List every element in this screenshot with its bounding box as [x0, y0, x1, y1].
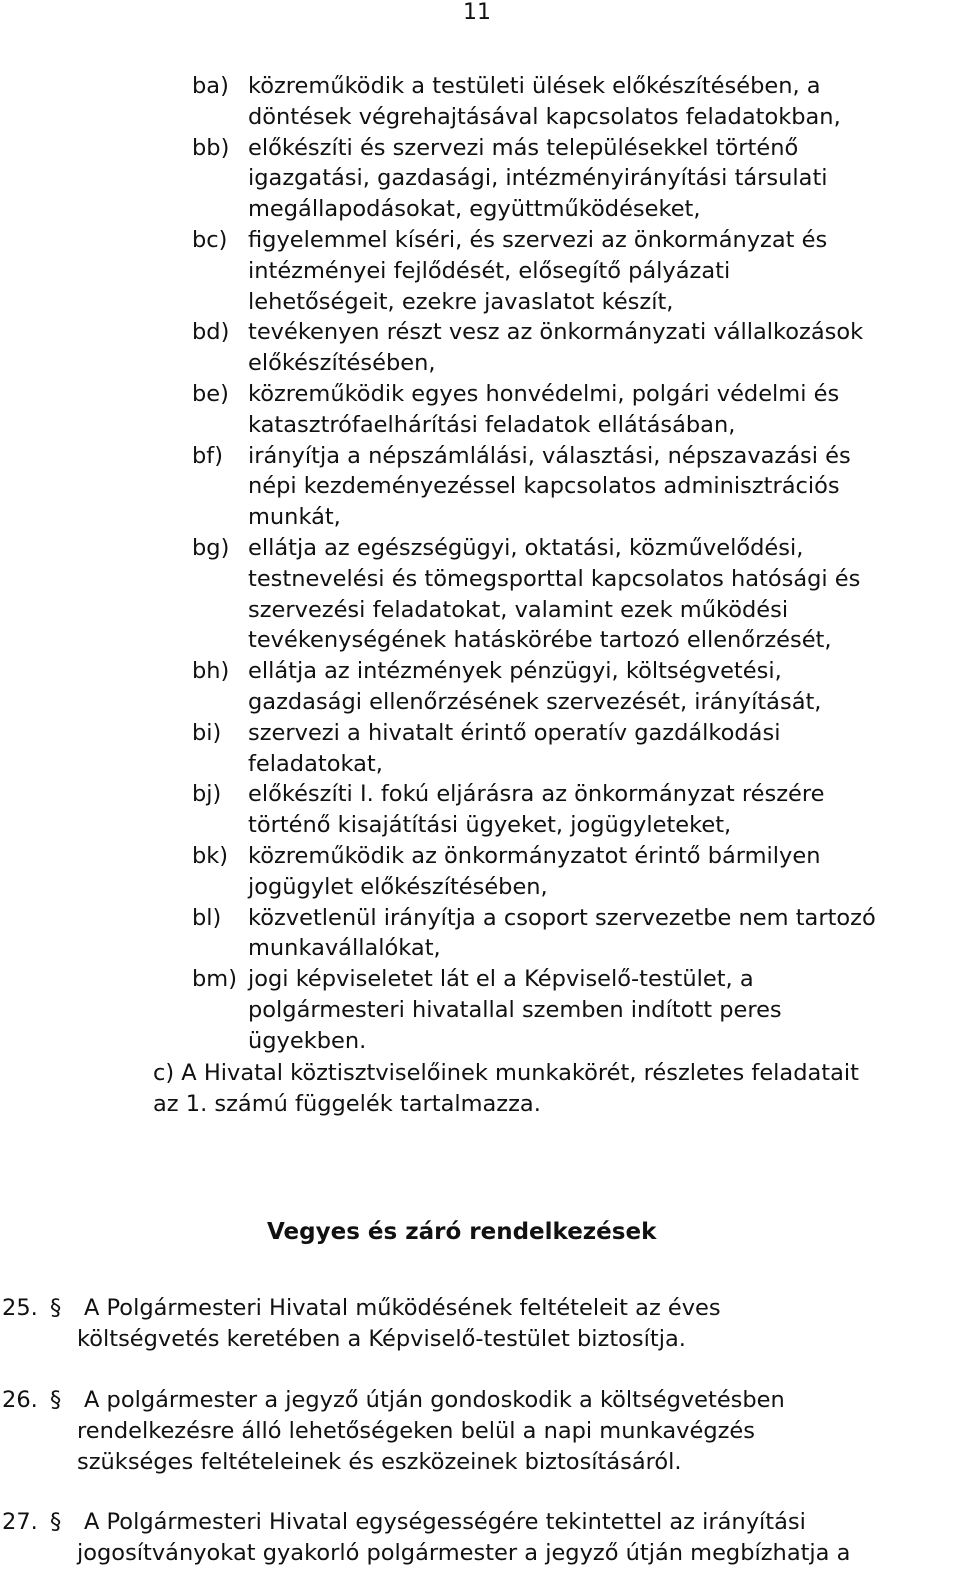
paragraph-text: [77, 1293, 721, 1355]
list-item: [192, 533, 960, 656]
closing-paragraph: [153, 1058, 859, 1120]
item-line: igazgatási, gazdasági, intézményirányítási társulati: [248, 165, 828, 192]
list-item: [192, 379, 960, 441]
duty-list: [192, 71, 960, 1057]
list-item: [192, 779, 960, 841]
item-line: döntések végrehajtásával kapcsolatos feladatokban,: [248, 103, 841, 130]
item-line: népi kezdeményezéssel kapcsolatos adminisztrációs: [248, 473, 840, 500]
item-label: bk): [192, 842, 229, 869]
item-line: figyelemmel kíséri, és szervezi az önkormányzat és: [248, 226, 828, 253]
item-line: ellátja az egészségügyi, oktatási, közművelődési,: [248, 534, 804, 561]
paragraph-line: A polgármester a jegyző útján gondoskodik a költségvetésben: [84, 1387, 785, 1413]
list-item: [192, 964, 960, 1056]
item-line: közreműködik a testületi ülések előkészítésében, a: [248, 73, 821, 99]
item-line: megállapodásokat, együttműködéseket,: [248, 196, 701, 223]
paragraph-text: [77, 1385, 785, 1478]
section-heading: Vegyes és záró rendelkezések: [267, 1219, 657, 1245]
list-item: [192, 71, 960, 133]
item-line: történő kisajátítási ügyeket, jogügyleteket,: [248, 812, 732, 839]
list-item: [192, 841, 960, 903]
page-number: 11: [463, 0, 491, 25]
section-sign-icon: §: [50, 1295, 62, 1321]
item-line: katasztrófaelhárítási feladatok ellátásában,: [248, 411, 736, 438]
item-line: közreműködik az önkormányzatot érintő bármilyen: [248, 842, 821, 869]
list-item: [192, 441, 960, 533]
item-line: előkészíti I. fokú eljárásra az önkormányzat részére: [248, 781, 825, 808]
item-line: munkavállalókat,: [248, 935, 441, 962]
item-label: bf): [192, 442, 223, 469]
list-item: [192, 718, 960, 780]
item-line: munkát,: [248, 504, 341, 531]
item-label: bl): [192, 904, 222, 931]
list-item: [192, 656, 960, 718]
item-line: polgármesteri hivatallal szemben indított peres: [248, 996, 782, 1023]
item-line: szervezési feladatokat, valamint ezek működési: [248, 596, 789, 623]
paragraph-line: jogosítványokat gyakorló polgármester a jegyző útján megbízhatja a: [77, 1540, 851, 1566]
paragraph-line: költségvetés keretében a Képviselő-testület biztosítja.: [77, 1326, 686, 1352]
item-line: közreműködik egyes honvédelmi, polgári védelmi és: [248, 380, 840, 407]
list-item: [192, 317, 960, 379]
item-label: bi): [192, 719, 222, 746]
item-line: irányítja a népszámlálási, választási, népszavazási és: [248, 442, 851, 469]
paragraph-text: [77, 1507, 850, 1569]
section-sign-icon: §: [50, 1387, 62, 1413]
paragraph-line: szükséges feltételeinek és eszközeinek biztosításáról.: [77, 1449, 682, 1475]
item-label: ba): [192, 73, 229, 99]
item-line: szervezi a hivatalt érintő operatív gazdálkodási: [248, 719, 781, 746]
item-line: intézményei fejlődését, elősegítő pályázati: [248, 257, 731, 284]
item-line: jogügylet előkészítésében,: [248, 873, 548, 900]
list-item: [192, 903, 960, 965]
item-label: bj): [192, 781, 222, 808]
item-line: tevékenységének hatáskörébe tartozó ellenőrzését,: [248, 627, 832, 654]
paragraph-line: A Polgármesteri Hivatal egységességére tekintettel az irányítási: [84, 1509, 806, 1535]
section-sign-icon: §: [50, 1509, 62, 1535]
list-item: [192, 133, 960, 225]
item-line: tevékenyen részt vesz az önkormányzati vállalkozások: [248, 319, 864, 346]
item-line: közvetlenül irányítja a csoport szervezetbe nem tartozó: [248, 904, 876, 931]
item-label: bm): [192, 966, 237, 993]
paragraph-number: 27.: [2, 1509, 38, 1535]
item-label: bb): [192, 134, 230, 161]
item-label: be): [192, 380, 229, 407]
paragraph-number: 25.: [2, 1295, 38, 1321]
item-line: jogi képviseletet lát el a Képviselő-testület, a: [248, 966, 754, 993]
closing-line: az 1. számú függelék tartalmazza.: [153, 1091, 541, 1117]
item-label: bc): [192, 226, 228, 253]
item-line: előkészítésében,: [248, 350, 436, 377]
item-label: bd): [192, 319, 230, 346]
item-line: testnevelési és tömegsporttal kapcsolatos hatósági és: [248, 565, 861, 592]
item-label: bh): [192, 658, 230, 685]
closing-line: c) A Hivatal köztisztviselőinek munkakörét, részletes feladatait: [153, 1060, 859, 1086]
item-label: bg): [192, 534, 230, 561]
item-line: ügyekben.: [248, 1027, 367, 1054]
list-item: [192, 225, 960, 317]
paragraph-line: rendelkezésre álló lehetőségeken belül a napi munkavégzés: [77, 1418, 755, 1444]
item-line: ellátja az intézmények pénzügyi, költségvetési,: [248, 658, 782, 685]
paragraph-line: A Polgármesteri Hivatal működésének feltételeit az éves: [84, 1295, 721, 1321]
item-line: lehetőségeit, ezekre javaslatot készít,: [248, 288, 674, 315]
paragraph-number: 26.: [2, 1387, 38, 1413]
item-line: előkészíti és szervezi más településekkel történő: [248, 134, 799, 161]
item-line: gazdasági ellenőrzésének szervezését, irányítását,: [248, 688, 822, 715]
item-line: feladatokat,: [248, 750, 383, 777]
